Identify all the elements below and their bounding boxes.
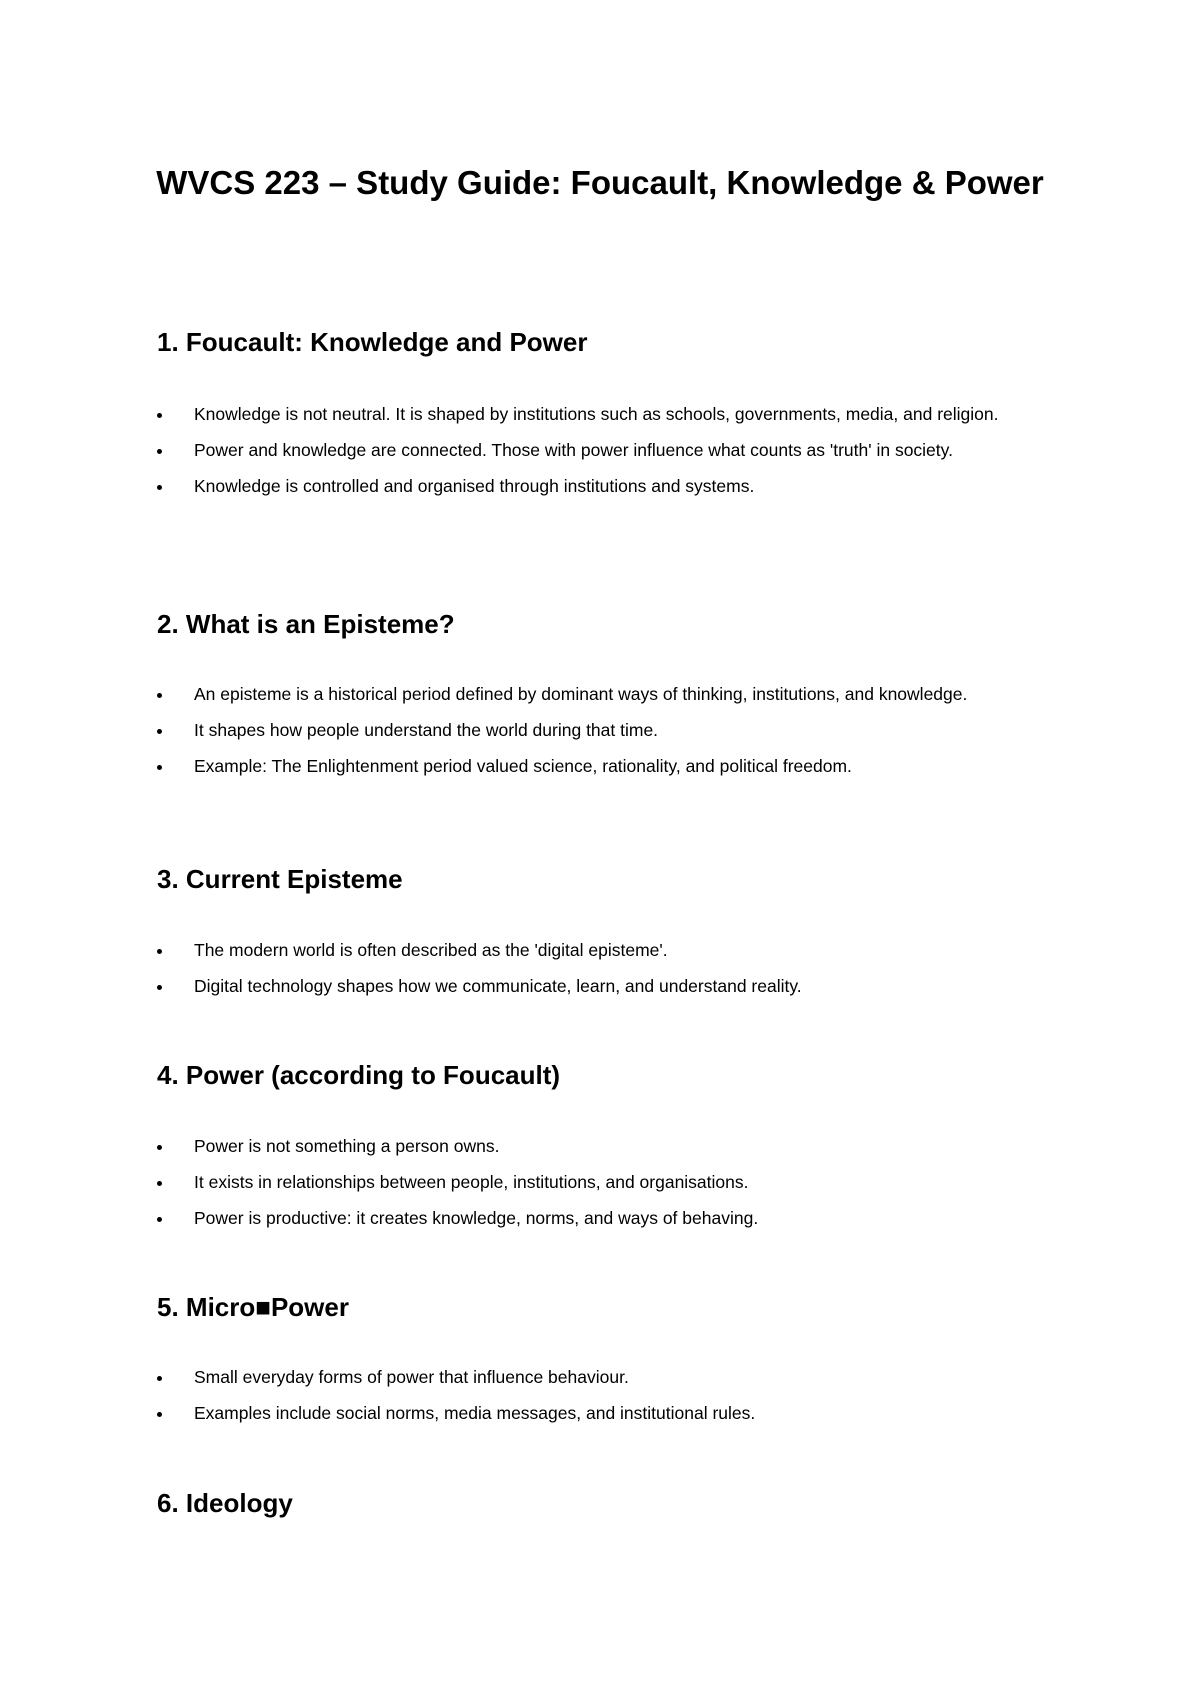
- bullet-text: Knowledge is controlled and organised through institutions and systems.: [194, 476, 755, 496]
- list-item: [157, 439, 1057, 462]
- bullet-icon: [157, 1217, 162, 1222]
- bullet-icon: [157, 485, 162, 490]
- bullet-icon: [157, 1376, 162, 1381]
- section-heading-micro-power: 5. Micro■Power: [157, 1292, 349, 1322]
- list-item: [157, 1135, 1057, 1158]
- bullet-text: Examples include social norms, media messages, and institutional rules.: [194, 1403, 756, 1423]
- section-heading-current-episteme: 3. Current Episteme: [157, 864, 403, 894]
- list-item: [157, 975, 1057, 998]
- bullet-text: Power is productive: it creates knowledge, norms, and ways of behaving.: [194, 1208, 759, 1228]
- list-item: [157, 939, 1057, 962]
- section-5-bullet-list: [157, 1366, 1057, 1438]
- bullet-icon: [157, 1145, 162, 1150]
- bullet-text: Knowledge is not neutral. It is shaped by institutions such as schools, governments, media, and religion.: [194, 404, 999, 424]
- bullet-text: Small everyday forms of power that influence behaviour.: [194, 1367, 629, 1387]
- bullet-icon: [157, 949, 162, 954]
- list-item: [157, 1207, 1057, 1230]
- section-4-bullet-list: [157, 1135, 1057, 1243]
- list-item: [157, 719, 1057, 742]
- bullet-icon: [157, 413, 162, 418]
- bullet-text: The modern world is often described as the 'digital episteme'.: [194, 940, 668, 960]
- bullet-text: Power is not something a person owns.: [194, 1136, 500, 1156]
- list-item: [157, 755, 1057, 778]
- section-heading-knowledge-and-power: 1. Foucault: Knowledge and Power: [157, 327, 588, 357]
- list-item: [157, 475, 1057, 498]
- bullet-icon: [157, 1412, 162, 1417]
- bullet-text: Power and knowledge are connected. Those with power influence what counts as 'truth' in society.: [194, 440, 953, 460]
- section-1-bullet-list: [157, 403, 1057, 511]
- section-heading-episteme: 2. What is an Episteme?: [157, 609, 455, 639]
- list-item: [157, 683, 1057, 706]
- list-item: [157, 1402, 1057, 1425]
- bullet-icon: [157, 985, 162, 990]
- list-item: [157, 403, 1057, 426]
- section-heading-ideology: 6. Ideology: [157, 1488, 293, 1518]
- bullet-icon: [157, 765, 162, 770]
- list-item: [157, 1366, 1057, 1389]
- bullet-text: An episteme is a historical period defined by dominant ways of thinking, institutions, and knowledge.: [194, 684, 968, 704]
- bullet-text: It exists in relationships between people, institutions, and organisations.: [194, 1172, 749, 1192]
- bullet-text: It shapes how people understand the world during that time.: [194, 720, 659, 740]
- list-item: [157, 1171, 1057, 1194]
- document-title: WVCS 223 – Study Guide: Foucault, Knowledge & Power: [156, 164, 1044, 201]
- bullet-icon: [157, 1181, 162, 1186]
- section-3-bullet-list: [157, 939, 1057, 1011]
- section-heading-power: 4. Power (according to Foucault): [157, 1060, 561, 1090]
- bullet-text: Example: The Enlightenment period valued science, rationality, and political freedom.: [194, 756, 852, 776]
- bullet-icon: [157, 693, 162, 698]
- section-2-bullet-list: [157, 683, 1057, 791]
- bullet-icon: [157, 729, 162, 734]
- bullet-icon: [157, 449, 162, 454]
- bullet-text: Digital technology shapes how we communicate, learn, and understand reality.: [194, 976, 802, 996]
